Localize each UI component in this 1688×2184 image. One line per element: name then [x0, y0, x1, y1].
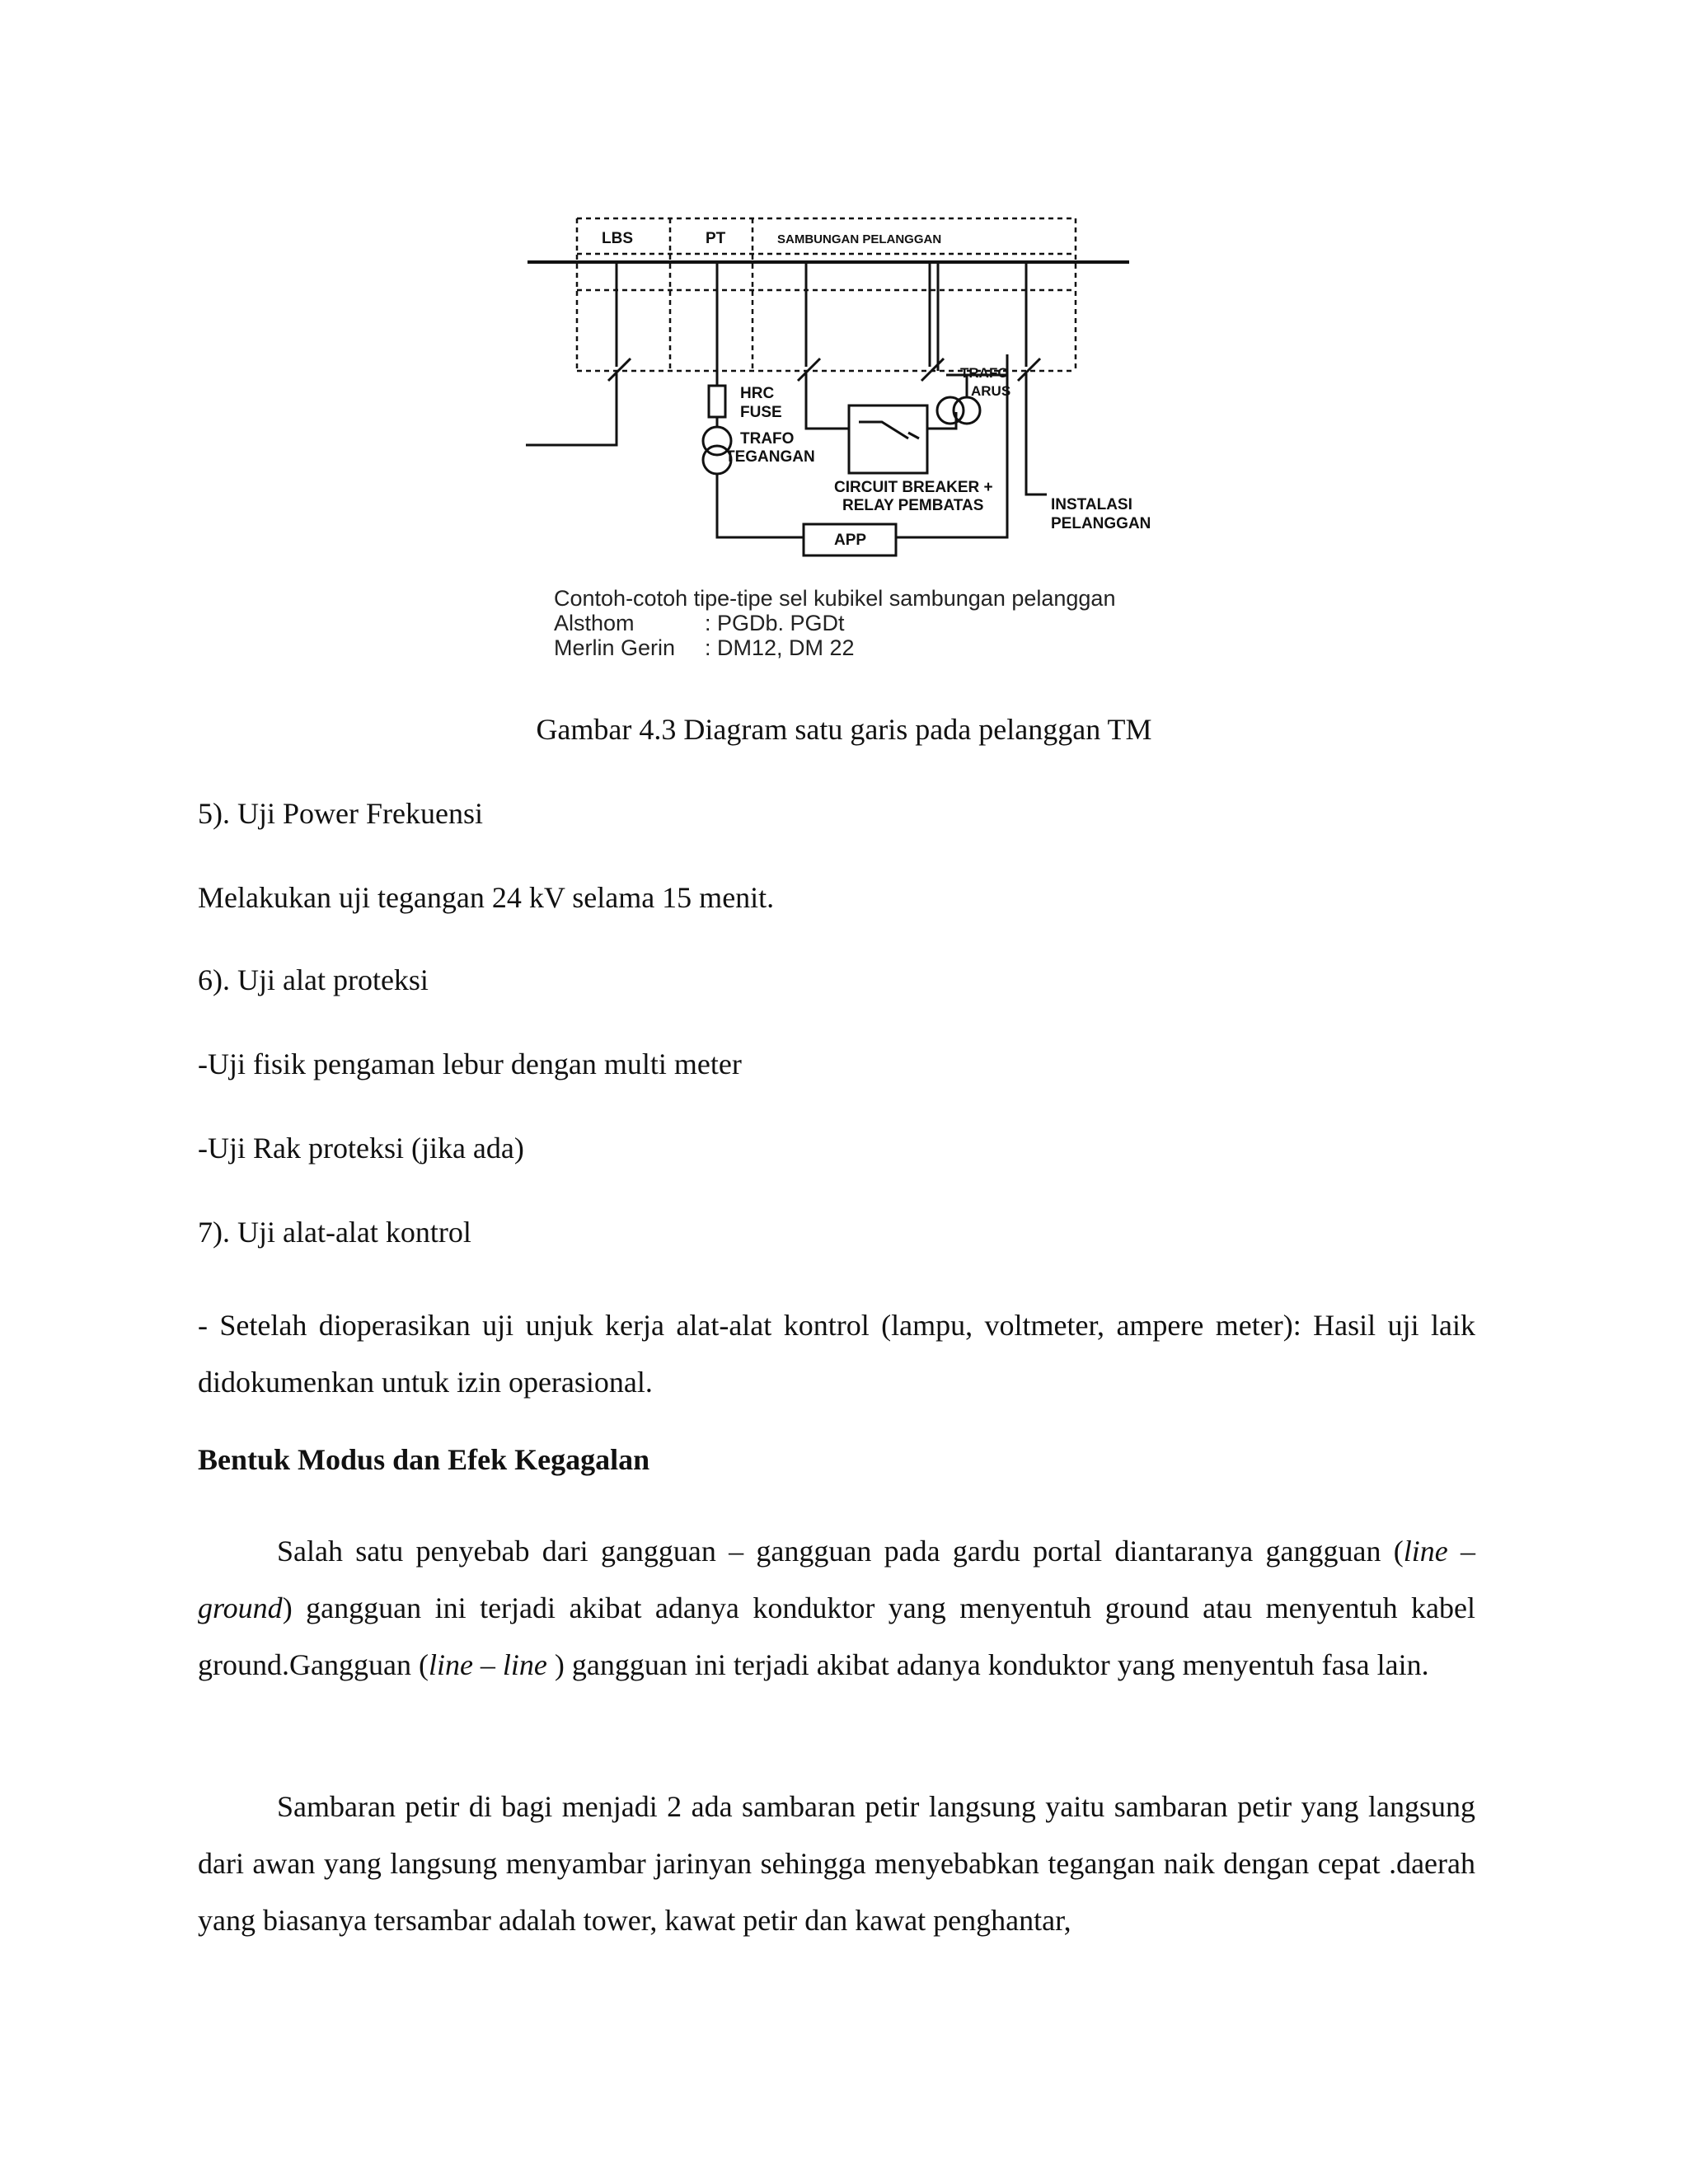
figure-caption: Gambar 4.3 Diagram satu garis pada pelanggan TM: [536, 713, 1152, 746]
label-trafo-arus-2: ARUS: [971, 383, 1011, 399]
item-5-title: 5). Uji Power Frekuensi: [198, 797, 483, 830]
label-trafo-tegangan-1: TRAFO: [740, 430, 795, 448]
current-transformer-circle-2: [954, 397, 980, 424]
item-5-text: Melakukan uji tegangan 24 kV selama 15 menit.: [198, 881, 775, 914]
paragraph-gangguan: [198, 1523, 1475, 1694]
paragraph-gangguan-part-3: ) gangguan ini terjadi akibat adanya konduktor yang menyentuh fasa lain.: [546, 1648, 1429, 1681]
label-trafo-tegangan-2: TEGANGAN: [725, 448, 815, 466]
diagram-svg: [519, 198, 1162, 676]
breaker-switch-symbol: [859, 422, 919, 438]
circuit-breaker-box: [849, 405, 927, 473]
hrc-fuse-symbol: [709, 386, 725, 417]
single-line-diagram: [519, 198, 1162, 676]
item-6-point-a: -Uji fisik pengaman lebur dengan multi meter: [198, 1047, 742, 1080]
figure-note-alsthom: Alsthom: [554, 611, 635, 635]
label-lbs: LBS: [602, 230, 633, 247]
label-sambungan: SAMBUNGAN PELANGGAN: [777, 232, 942, 246]
item-6-point-b: -Uji Rak proteksi (jika ada): [198, 1132, 524, 1165]
item-6-title: 6). Uji alat proteksi: [198, 963, 429, 996]
figure-note-merlin: Merlin Gerin: [554, 635, 676, 660]
current-transformer-circle-1: [937, 397, 964, 424]
paragraph-gangguan-part-2: ) gangguan ini terjadi akibat adanya konduktor yang menyentuh ground atau menyentuh kabel ground.Gangguan (: [198, 1591, 1475, 1681]
label-relay-pembatas: RELAY PEMBATAS: [842, 497, 984, 514]
item-7-title: 7). Uji alat-alat kontrol: [198, 1216, 471, 1249]
label-pt: PT: [706, 230, 726, 247]
pt-to-app: [717, 474, 804, 537]
paragraph-gangguan-part-1: Salah satu penyebab dari gangguan – gangguan pada gardu portal diantaranya gangguan (: [277, 1535, 1404, 1568]
label-app: APP: [834, 532, 867, 549]
paragraph-sambaran-petir: Sambaran petir di bagi menjadi 2 ada sambaran petir langsung yaitu sambaran petir yang langsung dari awan yang langsung menyambar jarinyan sehingga menyebabkan tegangan naik dengan cepat .daerah yang biasanya tersambar adalah tower, kawat petir dan kawat penghantar,: [198, 1790, 1475, 1937]
label-hrc: HRC: [740, 385, 775, 402]
instalasi-branch: [1018, 262, 1047, 494]
label-trafo-arus-1: TRAFO: [960, 365, 1009, 381]
cubicle-frame-inner: [577, 254, 1076, 290]
figure-note-line-1: Contoh-cotoh tipe-tipe sel kubikel sambungan pelanggan: [554, 586, 1116, 611]
label-instalasi: INSTALASI: [1051, 496, 1132, 513]
ct-branch: [921, 262, 944, 381]
figure-note-merlin-value: : DM12, DM 22: [705, 635, 855, 660]
cb-branch: [798, 262, 849, 429]
figure-note-alsthom-value: : PGDb. PGDt: [705, 611, 845, 635]
term-line-ground: line – ground: [198, 1535, 1475, 1624]
label-pelanggan: PELANGGAN: [1051, 515, 1151, 532]
section-heading: Bentuk Modus dan Efek Kegagalan: [198, 1443, 650, 1476]
item-7-text: - Setelah dioperasikan uji unjuk kerja alat-alat kontrol (lampu, voltmeter, ampere meter): Hasil uji laik didokumenkan untuk izin operasional.: [198, 1309, 1475, 1399]
label-circuit-breaker: CIRCUIT BREAKER +: [834, 479, 993, 496]
term-line-line: line – line: [428, 1648, 547, 1681]
label-fuse: FUSE: [740, 404, 782, 421]
